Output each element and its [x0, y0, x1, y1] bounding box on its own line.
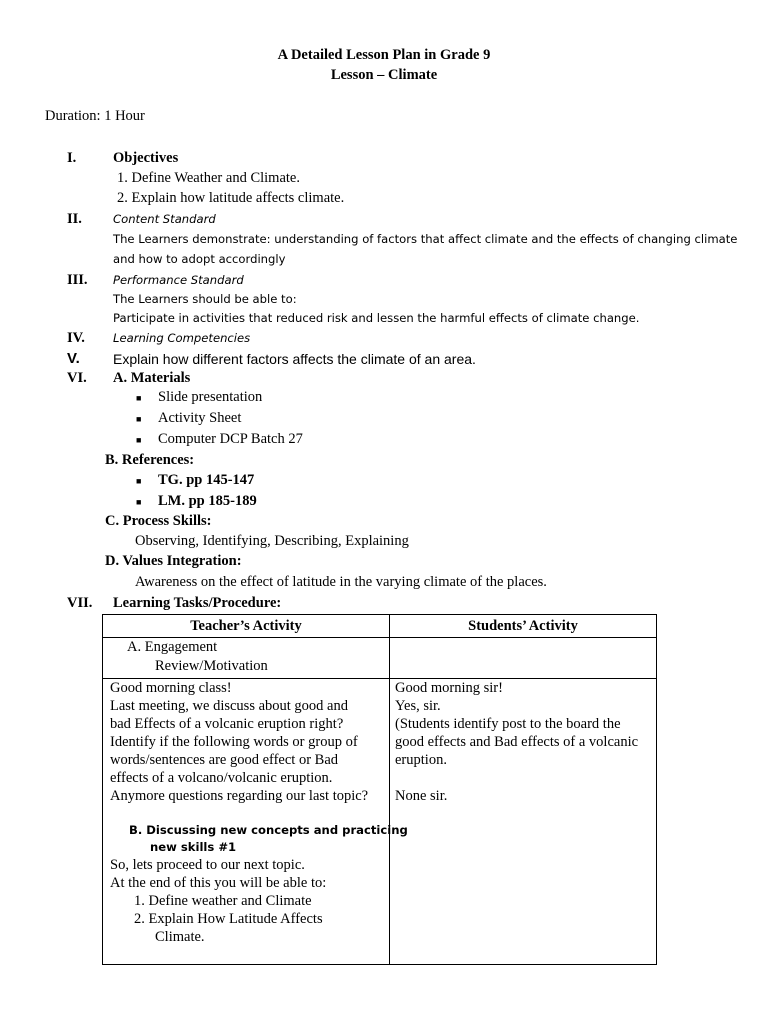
objective-list-item: 1. Define weather and Climate: [134, 893, 312, 909]
section-num-3: III.: [67, 272, 88, 288]
student-line: (Students identify post to the board the: [395, 716, 621, 732]
teacher-line: effects of a volcano/volcanic eruption.: [110, 770, 333, 786]
student-line: good effects and Bad effects of a volcanic: [395, 734, 639, 750]
references-heading: B. References:: [105, 452, 195, 468]
bullet-icon: ■: [136, 497, 142, 507]
column-header-teacher: Teacher’s Activity: [190, 618, 302, 634]
engagement-label: A. Engagement: [127, 639, 218, 655]
teacher-line: Anymore questions regarding our last topic?: [110, 788, 369, 804]
process-skills-text: Observing, Identifying, Describing, Explaining: [135, 533, 409, 549]
review-motivation-label: Review/Motivation: [155, 658, 268, 674]
section-num-4: IV.: [67, 330, 85, 346]
objective-item: 2. Explain how latitude affects climate.: [117, 190, 345, 206]
performance-standard-text: Participate in activities that reduced risk and lessen the harmful effects of climate change.: [113, 311, 640, 325]
teacher-line: Identify if the following words or group of: [110, 734, 358, 750]
document-title: A Detailed Lesson Plan in Grade 9: [277, 47, 491, 63]
column-header-students: Students’ Activity: [468, 618, 578, 634]
objective-list-item: 2. Explain How Latitude Affects: [134, 911, 323, 927]
competency-text: Explain how different factors affects the climate of an area.: [113, 351, 476, 367]
lesson-title: Lesson – Climate: [330, 67, 438, 83]
objective-list-item-cont: Climate.: [155, 929, 205, 945]
concepts-heading: B. Discussing new concepts and practicing: [129, 823, 408, 837]
duration: Duration: 1 Hour: [45, 108, 145, 124]
teacher-line: Last meeting, we discuss about good and: [110, 698, 348, 714]
materials-heading: A. Materials: [113, 370, 191, 386]
process-skills-heading: C. Process Skills:: [105, 513, 212, 529]
student-line: Yes, sir.: [395, 698, 441, 714]
objective-item: 1. Define Weather and Climate.: [117, 170, 300, 186]
learning-competencies-heading: Learning Competencies: [113, 331, 251, 345]
section-num-2: II.: [67, 211, 82, 227]
teacher-line: bad Effects of a volcanic eruption right?: [110, 716, 344, 732]
values-integration-heading: D. Values Integration:: [105, 553, 242, 569]
content-standard-text: The Learners demonstrate: understanding of factors that affect climate and the effects of changing climate: [113, 232, 738, 246]
performance-standard-intro: The Learners should be able to:: [113, 292, 297, 306]
student-line: None sir.: [395, 788, 448, 804]
material-item: ■ Slide presentation: [136, 389, 263, 405]
concepts-heading-cont: new skills #1: [150, 840, 237, 854]
material-item: ■ Activity Sheet: [136, 410, 242, 426]
procedure-table: [102, 614, 657, 965]
bullet-icon: ■: [136, 476, 142, 486]
teacher-line: So, lets proceed to our next topic.: [110, 857, 305, 873]
teacher-line: At the end of this you will be able to:: [110, 875, 327, 891]
learning-tasks-heading: Learning Tasks/Procedure:: [113, 595, 282, 611]
teacher-line: words/sentences are good effect or Bad: [110, 752, 339, 768]
content-standard-heading: Content Standard: [113, 212, 216, 226]
teacher-line: Good morning class!: [110, 680, 232, 696]
table-divider: [389, 615, 390, 964]
performance-standard-heading: Performance Standard: [113, 273, 244, 287]
section-num-5: V.: [67, 350, 80, 367]
reference-item: ■ TG. pp 145-147: [136, 472, 255, 488]
section-num-1: I.: [67, 150, 77, 166]
student-line: eruption.: [395, 752, 447, 768]
bullet-icon: ■: [136, 414, 142, 424]
material-item: ■ Computer DCP Batch 27: [136, 431, 303, 447]
objectives-heading: Objectives: [113, 150, 179, 166]
bullet-icon: ■: [136, 393, 142, 403]
section-num-7: VII.: [67, 595, 93, 611]
reference-item: ■ LM. pp 185-189: [136, 493, 257, 509]
student-line: Good morning sir!: [395, 680, 503, 696]
section-num-6: VI.: [67, 370, 87, 386]
values-integration-text: Awareness on the effect of latitude in the varying climate of the places.: [135, 574, 547, 590]
bullet-icon: ■: [136, 435, 142, 445]
content-standard-text-cont: and how to adopt accordingly: [113, 252, 286, 266]
